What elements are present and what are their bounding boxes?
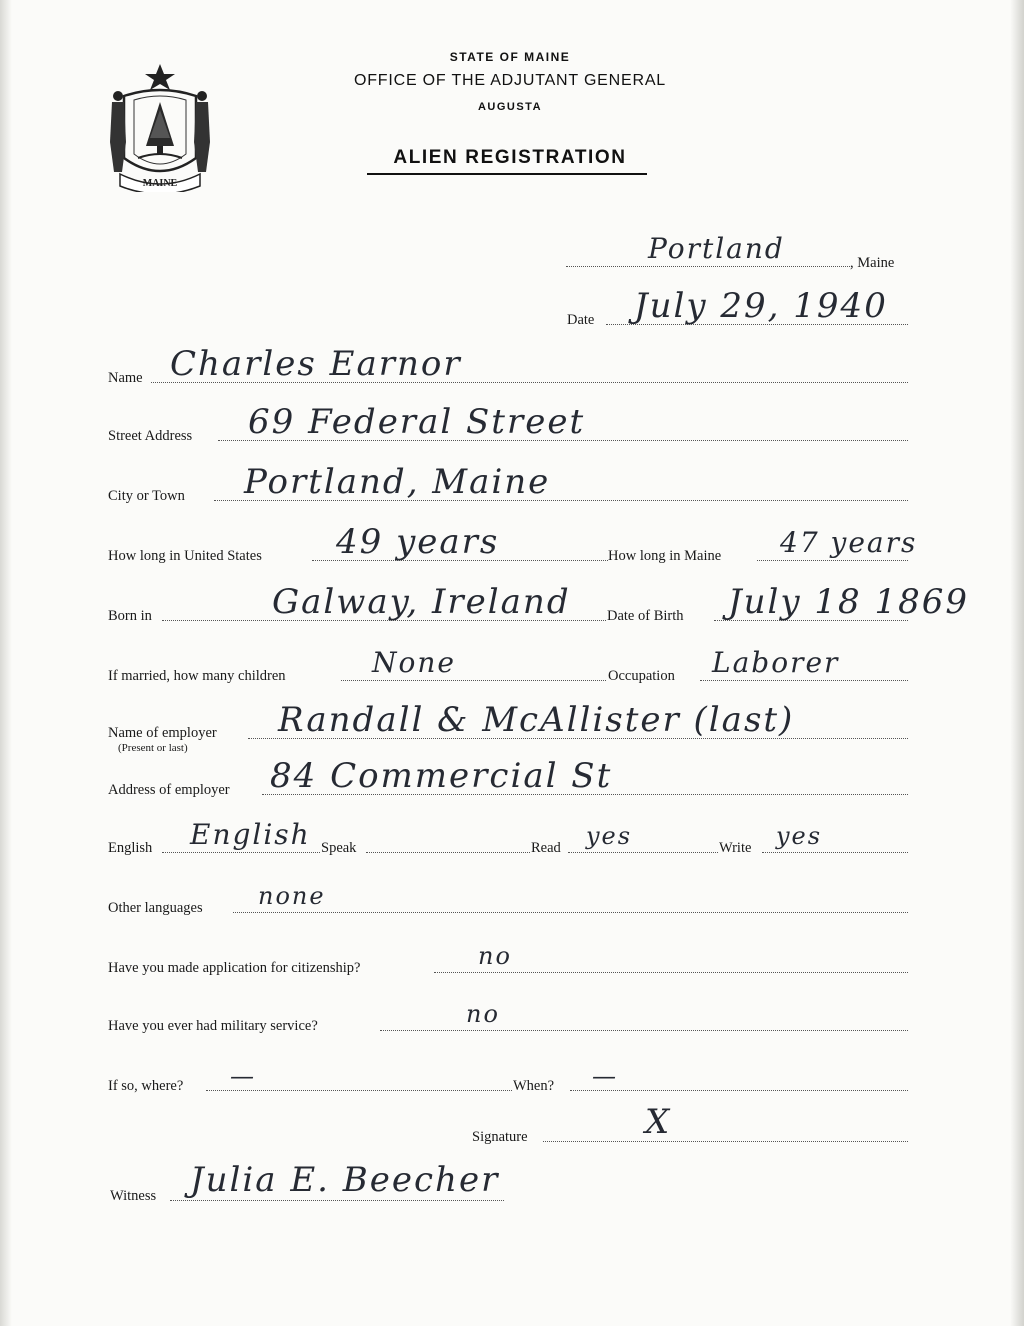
read-label: Read (531, 840, 561, 856)
seal-banner-text: MAINE (142, 178, 178, 189)
english-entry: English (190, 818, 311, 851)
employer-address-entry: 84 Commercial St (270, 756, 613, 796)
how-long-maine-label: How long in Maine (608, 548, 722, 564)
place-line (566, 266, 850, 267)
read-entry: yes (586, 822, 633, 850)
if-so-where-line (206, 1090, 512, 1091)
born-in-label: Born in (108, 608, 152, 624)
children-label: If married, how many children (108, 668, 286, 684)
scan-edge-left (0, 0, 12, 1326)
place-entry: Portland (648, 232, 785, 265)
title-underline (367, 173, 647, 175)
place-suffix-label: , Maine (850, 255, 895, 271)
employer-note: (Present or last) (118, 742, 188, 754)
header-office: OFFICE OF THE ADJUTANT GENERAL (353, 72, 667, 89)
other-languages-entry: none (258, 882, 326, 910)
when-line (570, 1090, 908, 1091)
how-long-us-entry: 49 years (336, 522, 500, 562)
name-entry: Charles Earnor (170, 344, 462, 384)
speak-label: Speak (321, 840, 357, 856)
city-entry: Portland, Maine (244, 462, 551, 502)
date-label: Date (567, 312, 595, 328)
witness-label: Witness (110, 1188, 157, 1204)
where-entry: — (230, 1062, 256, 1090)
if-so-where-label: If so, where? (108, 1078, 184, 1094)
signature-label: Signature (472, 1129, 528, 1145)
occupation-entry: Laborer (712, 646, 840, 679)
form-title: ALIEN REGISTRATION (393, 147, 627, 168)
citizenship-line (434, 972, 908, 973)
military-label: Have you ever had military service? (108, 1018, 318, 1034)
speak-line (366, 852, 530, 853)
name-label: Name (108, 370, 143, 386)
employer-address-label: Address of employer (108, 782, 230, 798)
occupation-label: Occupation (608, 668, 675, 684)
how-long-us-label: How long in United States (108, 548, 262, 564)
employer-label: Name of employer (108, 725, 217, 741)
witness-line (170, 1200, 504, 1201)
how-long-maine-line (757, 560, 908, 561)
write-label: Write (719, 840, 752, 856)
signature-line (543, 1141, 908, 1142)
occupation-line (700, 680, 908, 681)
state-seal-icon (104, 62, 216, 192)
street-label: Street Address (108, 428, 193, 444)
english-label: English (108, 840, 153, 856)
signature-entry: X (645, 1102, 672, 1142)
street-entry: 69 Federal Street (248, 402, 586, 442)
witness-entry: Julia E. Beecher (190, 1160, 500, 1200)
children-line (341, 680, 606, 681)
write-line (762, 852, 908, 853)
city-label: City or Town (108, 488, 185, 504)
when-entry: — (592, 1062, 618, 1090)
military-entry: no (466, 1000, 500, 1028)
citizenship-entry: no (478, 942, 512, 970)
children-entry: None (372, 646, 456, 679)
employer-entry: Randall & McAllister (last) (278, 700, 795, 740)
english-line (162, 852, 320, 853)
write-entry: yes (776, 822, 823, 850)
read-line (568, 852, 718, 853)
date-of-birth-label: Date of Birth (607, 608, 684, 624)
date-entry: July 29, 1940 (634, 286, 888, 326)
header-state: STATE OF MAINE (449, 50, 571, 64)
how-long-maine-entry: 47 years (780, 526, 918, 559)
other-languages-line (233, 912, 908, 913)
scan-edge-right (1010, 0, 1024, 1326)
military-line (380, 1030, 908, 1031)
born-in-entry: Galway, Ireland (272, 582, 571, 622)
header-city: AUGUSTA (477, 101, 543, 113)
citizenship-label: Have you made application for citizenship? (108, 960, 361, 976)
other-languages-label: Other languages (108, 900, 203, 916)
when-label: When? (513, 1078, 555, 1094)
date-of-birth-entry: July 18 1869 (728, 582, 970, 622)
